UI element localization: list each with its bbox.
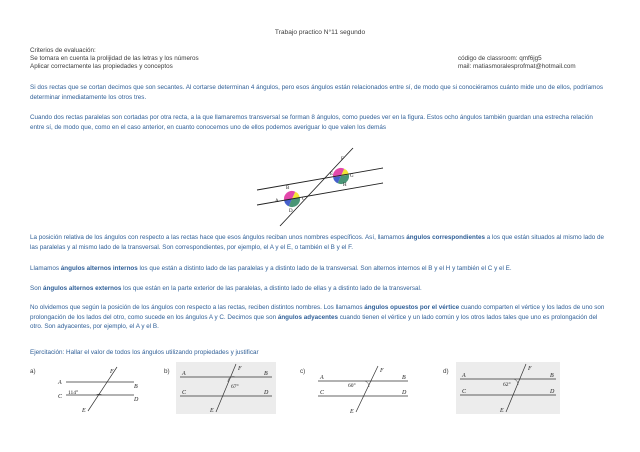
criteria-2: Aplicar correctamente las propiedades y conceptos	[30, 63, 173, 70]
ex-b-label-d: D	[264, 390, 269, 396]
exercise-a-figure	[44, 364, 140, 414]
ex-b-label-b: B	[264, 371, 268, 377]
criteria-1: Se tomara en cuenta la prolijidad de las letras y los números	[30, 55, 199, 62]
exercise-c-letter: c)	[300, 368, 306, 375]
classroom-code: código de classroom: qmf6jg5	[458, 55, 542, 62]
ex-a-label-f: F	[110, 369, 114, 375]
ex-c-label-f: F	[380, 368, 384, 374]
ex-d-angle: 62°	[503, 382, 511, 388]
ex-d-label-f: F	[528, 366, 532, 372]
label-a: A	[275, 199, 279, 204]
internos-paragraph: Llamamos ángulos alternos internos los que están a distinto lado de las paralelas y a distinto lado de la transversal. Son alternos internos el B y el H y también el C y el E.	[30, 265, 512, 272]
externos-paragraph: Son ángulos alternos externos los que están en la parte exterior de las paralelas, a distinto lado de ellas y a distinto lado de la transversal.	[30, 285, 422, 292]
ex-c-angle: 60°	[348, 383, 356, 389]
label-g: G	[350, 174, 354, 179]
ex-b-label-a: A	[182, 371, 186, 377]
exercise-a-letter: a)	[30, 368, 36, 375]
ex-a-label-b: B	[134, 384, 138, 390]
contact-mail[interactable]: mail: matiasmoralesprofmat@hotmail.com	[458, 63, 576, 70]
corresp-paragraph: La posición relativa de los ángulos con respecto a las rectas hace que esos ángulos reciban unos nombres específicos. Así, llamamos ángulos correspondientes a los que están situados al mismo lado de las paralelas y al mismo lado de la transversal. Son correspondientes, por ejemplo, el A y el E, o también el B y el F.	[30, 234, 605, 251]
parallel-lines-figure	[255, 150, 385, 222]
exercise-d-figure	[456, 362, 560, 414]
ex-b-label-e: E	[210, 408, 214, 414]
label-e: E	[330, 172, 334, 177]
exercise-c-figure	[312, 364, 412, 416]
ex-a-angle: 114°	[68, 390, 79, 396]
ex-d-label-d: D	[550, 389, 555, 395]
ex-b-label-c: C	[182, 390, 187, 396]
vertice-paragraph: No olvidemos que según la posición de los ángulos con respecto a las rectas, reciben distintos nombres. Los llamamos ángulos opuestos por el vértice cuando comparten el vértice y los lados de uno son prolongación de los lados del otro, como sucede en los ángulos A y C. Decimos que son ángulos adyacentes cuando tienen el vértice y un lado común y los otros lados tales que uno es prolongación del otro. Son adyacentes, por ejemplo, el A y el B.	[30, 304, 605, 331]
ex-b-angle: 67°	[231, 384, 239, 390]
exercise-b-figure	[176, 362, 276, 414]
ex-a-label-c: C	[58, 394, 63, 400]
label-f: F	[341, 157, 344, 162]
ex-c-label-d: D	[402, 390, 407, 396]
exercise-b-letter: b)	[164, 368, 170, 375]
page-title: Trabajo practico N°11 segundo	[274, 29, 366, 36]
intro-paragraph-1: Si dos rectas que se cortan decimos que son secantes. Al cortarse determinan 4 ángulos, pero esos ángulos están relacionados entre sí, de modo que si conociéramos cuánto mide uno de ellos, podríamos determinar inmediatamente los otros tres.	[30, 84, 604, 101]
ex-a-label-d: D	[134, 397, 139, 403]
intro-paragraph-2: Cuando dos rectas paralelas son cortadas por otra recta, a la que llamaremos transversal se forman 8 ángulos, como puedes ver en la figura. Estos ocho ángulos también guardan una estrecha relación entre sí, de modo que, como en el caso anterior, en cuanto conocemos uno de ellos podemos averiguar lo que valen los demás	[30, 114, 593, 131]
ex-c-label-a: A	[320, 375, 324, 381]
label-h: H	[343, 183, 347, 188]
ex-b-label-f: F	[238, 366, 242, 372]
ex-c-label-c: C	[320, 390, 325, 396]
label-b: B	[286, 186, 290, 191]
ex-a-label-e: E	[82, 408, 86, 414]
exercise-d-letter: d)	[443, 368, 449, 375]
ex-c-label-b: B	[402, 375, 406, 381]
ex-a-label-a: A	[58, 380, 62, 386]
criteria-label: Criterios de evaluación:	[30, 47, 96, 54]
ex-c-label-e: E	[350, 409, 354, 415]
label-c: C	[302, 197, 306, 202]
label-d: D	[289, 209, 293, 214]
ex-d-label-c: C	[462, 389, 467, 395]
ex-d-label-b: B	[550, 373, 554, 379]
ex-d-label-e: E	[500, 408, 504, 414]
ex-d-label-a: A	[462, 373, 466, 379]
exercise-instruction: Ejercitación: Hallar el valor de todos los ángulos utilizando propiedades y justificar	[30, 349, 259, 356]
